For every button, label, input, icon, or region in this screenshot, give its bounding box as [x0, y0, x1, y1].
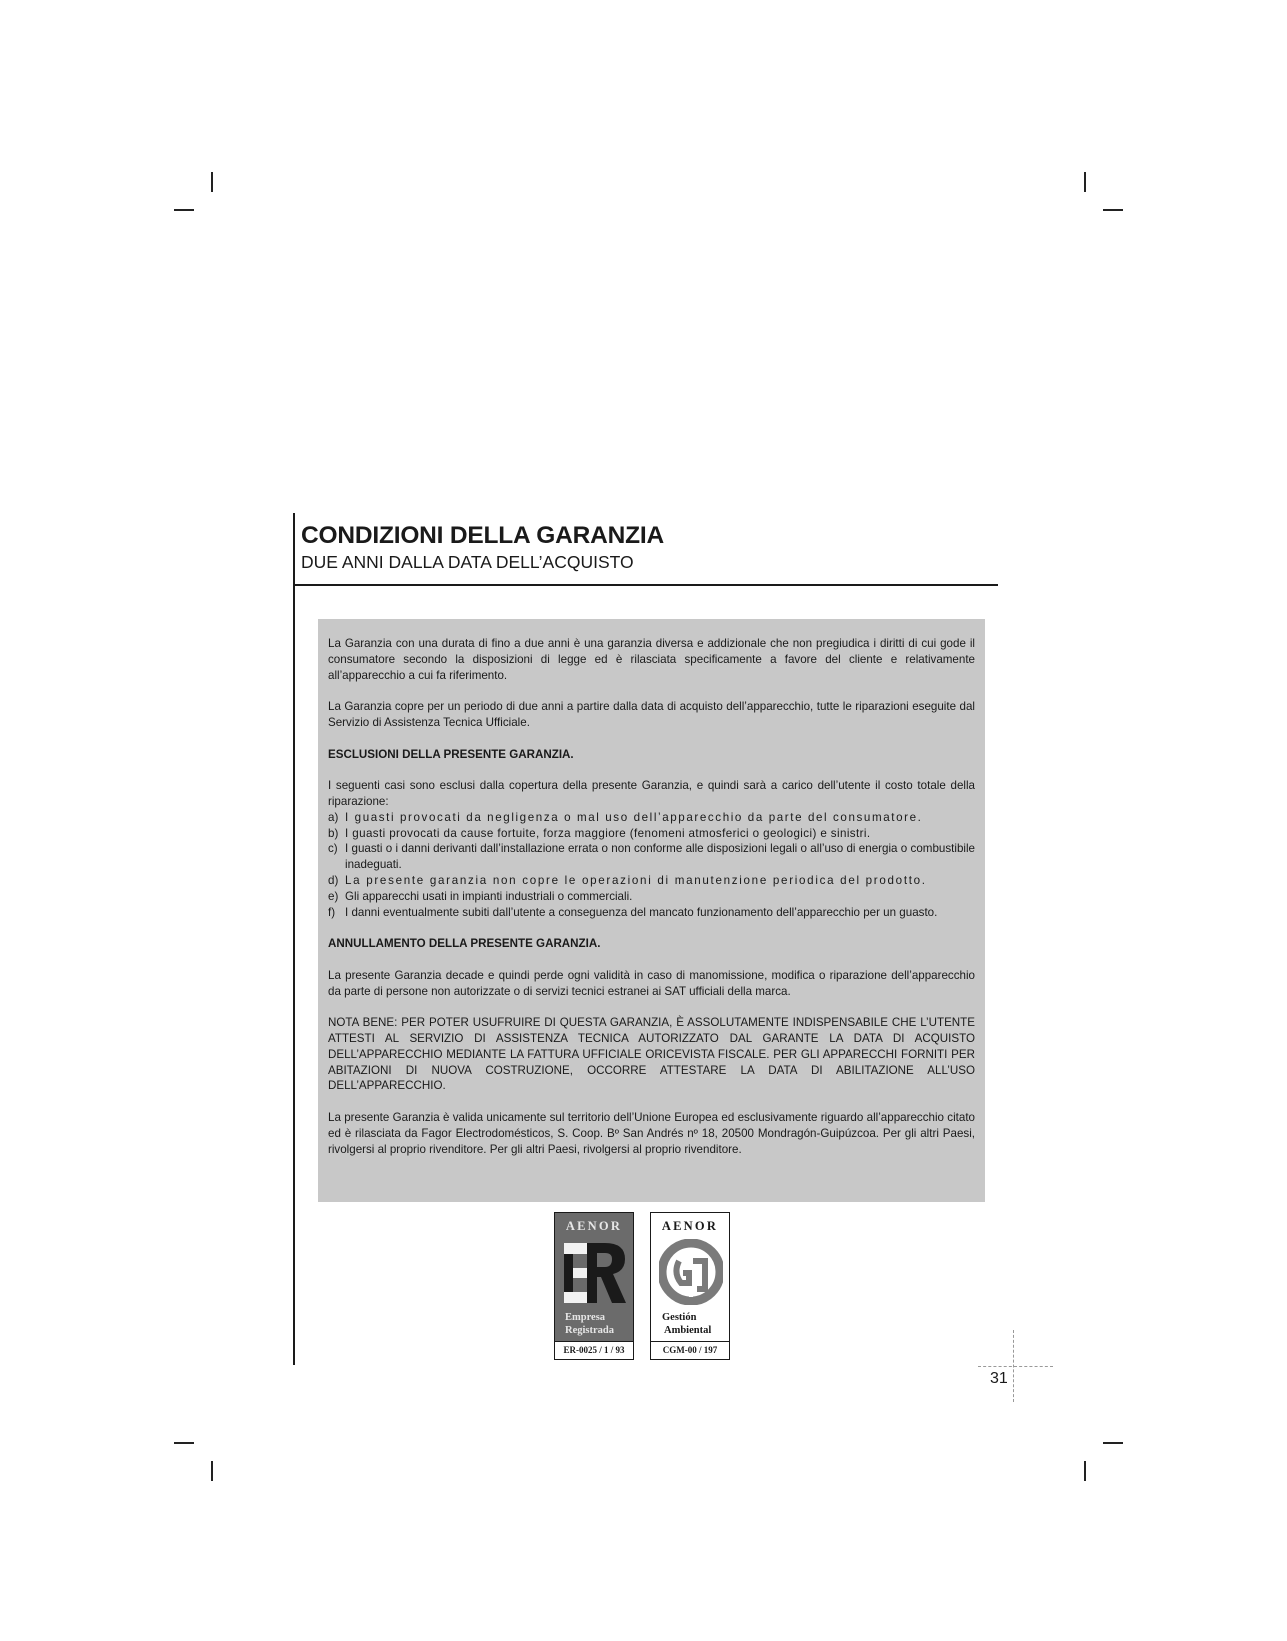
registration-mark	[978, 1366, 1053, 1367]
exclusions-intro: I seguenti casi sono esclusi dalla copertura della presente Garanzia, e quindi sarà a carico dell’utente il costo totale della riparazione:	[328, 779, 975, 808]
page-title: CONDIZIONI DELLA GARANZIA	[301, 522, 664, 549]
list-item	[328, 905, 975, 921]
list-marker: b)	[328, 826, 339, 840]
exclusions-list	[328, 810, 975, 921]
list-item	[328, 873, 975, 889]
logo-brand: AENOR	[565, 1219, 623, 1233]
aenor-gm-logo	[650, 1212, 730, 1360]
crop-mark	[174, 1442, 194, 1444]
validity-paragraph: La presente Garanzia è valida unicamente sul territorio dell’Unione Europea ed esclusivamente riguardo all’apparecchio citato ed è rilasciata da Fagor Electrodomésticos, S. Coop. Bº San Andrés nº 18, 20500 Mondragón-Guipúzcoa. Per gli altri Paesi, rivolgersi al proprio rivenditore. Per gli altri Paesi, rivolgersi al proprio rivenditore.	[328, 1110, 975, 1156]
logo-caption-line: Gestión	[662, 1312, 697, 1323]
list-item	[328, 889, 975, 905]
intro-paragraph: La Garanzia con una durata di fino a due anni è una garanzia diversa e addizionale che non pregiudica i diritti di cui gode il consumatore secondo la disposizioni di legge ed è rilasciata specificamente a favore del cliente e relativamente all’apparecchio a cui fa riferimento.	[328, 637, 975, 682]
logo-caption-line: Registrada	[565, 1325, 614, 1336]
er-emblem-icon	[563, 1239, 627, 1309]
page-subtitle: DUE ANNI DALLA DATA DELL’ACQUISTO	[301, 552, 634, 572]
list-item	[328, 826, 975, 842]
list-item-text: Gli apparecchi usati in impianti industriali o commerciali.	[345, 889, 633, 903]
list-item-text: I guasti provocati da negligenza o mal uso dell’apparecchio da parte del consumatore.	[345, 810, 923, 824]
warranty-text	[328, 636, 975, 1157]
list-marker: f)	[328, 905, 336, 919]
logo-caption-line: Empresa	[565, 1312, 606, 1323]
crop-mark	[1103, 1442, 1123, 1444]
list-item	[328, 810, 975, 826]
list-marker: e)	[328, 889, 339, 903]
gm-emblem-icon	[659, 1239, 723, 1305]
list-item	[328, 841, 975, 873]
exclusions-heading: ESCLUSIONI DELLA PRESENTE GARANZIA.	[328, 747, 574, 761]
list-marker: a)	[328, 810, 339, 824]
crop-mark	[211, 172, 213, 192]
crop-mark	[1084, 172, 1086, 192]
cancellation-heading: ANNULLAMENTO DELLA PRESENTE GARANZIA.	[328, 937, 601, 951]
page-number: 31	[990, 1370, 1008, 1387]
logo-code: CGM-00 / 197	[651, 1341, 729, 1359]
list-marker: c)	[328, 842, 338, 856]
page-header	[301, 521, 1001, 573]
aenor-er-logo	[554, 1212, 634, 1360]
warranty-panel	[318, 619, 985, 1202]
list-item-text: La presente garanzia non copre le operazioni di manutenzione periodica del prodotto.	[345, 873, 927, 887]
note-paragraph: NOTA BENE: PER POTER USUFRUIRE DI QUESTA GARANZIA, È ASSOLUTAMENTE INDISPENSABILE CHE L’UTENTE ATTESTI AL SERVIZIO DI ASSISTENZA TECNICA AUTORIZZATO DAL GARANTE LA DATA DI ACQUISTO DELL’APPARECCHIO MEDIANTE LA FATTURA UFFICIALE ORICEVISTA FISCALE. PER GLI APPARECCHI FORNITI PER ABITAZIONI DI NUOVA COSTRUZIONE, OCCORRE ATTESTARE LA DATA DI ABILITAZIONE ALL’USO DELL’APPARECCHIO.	[328, 1016, 975, 1093]
list-item-text: I guasti provocati da cause fortuite, forza maggiore (fenomeni atmosferici o geologici) e sinistri.	[345, 826, 871, 840]
logo-caption-line: Ambiental	[664, 1325, 712, 1336]
crop-mark	[1103, 209, 1123, 211]
left-rule	[293, 513, 295, 1365]
logo-caption	[565, 1311, 614, 1337]
logo-brand: AENOR	[661, 1219, 719, 1233]
list-marker: d)	[328, 873, 339, 887]
coverage-paragraph: La Garanzia copre per un periodo di due anni a partire dalla data di acquisto dell’apparecchio, tutte le riparazioni eseguite dal Servizio di Assistenza Tecnica Ufficiale.	[328, 700, 975, 729]
crop-mark	[1084, 1461, 1086, 1481]
logo-code: ER-0025 / 1 / 93	[555, 1341, 633, 1359]
crop-mark	[211, 1461, 213, 1481]
list-item-text: I danni eventualmente subiti dall’utente a conseguenza del mancato funzionamento dell’apparecchio per un guasto.	[345, 905, 938, 919]
logo-caption	[662, 1311, 711, 1337]
cancellation-paragraph: La presente Garanzia decade e quindi perde ogni validità in caso di manomissione, modifica o riparazione dell’apparecchio da parte di persone non autorizzate o di servizi tecnici estranei ai SAT ufficiali della marca.	[328, 968, 975, 998]
list-item-text: I guasti o i danni derivanti dall’installazione errata o non conforme alle disposizioni legali o all’uso di energia o combustibile inadeguati.	[345, 842, 975, 872]
title-divider	[293, 584, 998, 586]
crop-mark	[174, 209, 194, 211]
